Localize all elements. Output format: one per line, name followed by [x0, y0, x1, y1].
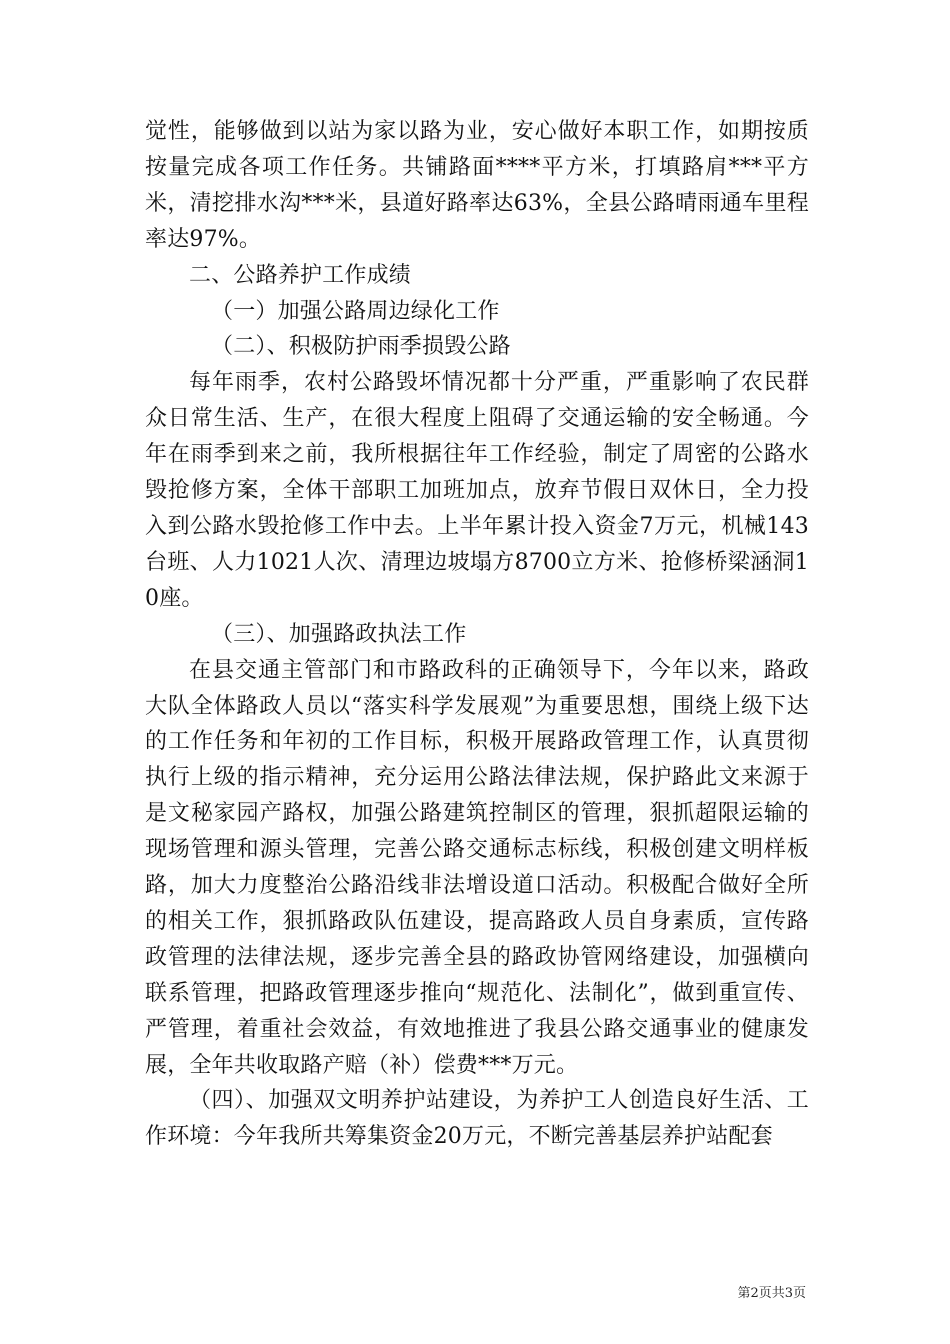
paragraph-rainy-season: 每年雨季，农村公路毁坏情况都十分严重，严重影响了农民群众日常生活、生产，在很大程度上阻碍了交通运输的安全畅通。今年在雨季到来之前，我所根据往年工作经验，制定了周密的公路水毁抢修方案，全体干部职工加班加点，放弃节假日双休日，全力投入到公路水毁抢修工作中去。上半年累计投入资金7万元，机械143台班、人力1021人次、清理边坡塌方8700立方米、抢修桥梁涵洞10座。	[145, 370, 809, 611]
subheading-greening: （一）加强公路周边绿化工作	[211, 298, 500, 324]
subheading-rainy-season: （二）、积极防护雨季损毁公路	[211, 334, 511, 360]
subheading-law-enforcement: （三）、加强路政执法工作	[211, 621, 467, 647]
document-body	[145, 114, 809, 1155]
paragraph-continuation: 觉性，能够做到以站为家以路为业，安心做好本职工作，如期按质按量完成各项工作任务。共铺路面****平方米，打填路肩***平方米，清挖排水沟***米，县道好路率达63%，全县公路晴雨通车里程率达97%。	[145, 119, 809, 252]
section-heading-achievements: 二、公路养护工作成绩	[189, 262, 412, 288]
page-number-footer: 第2页共3页	[737, 1286, 806, 1301]
paragraph-maintenance-station: （四）、加强双文明养护站建设，为养护工人创造良好生活、工作环境：今年我所共筹集资金20万元，不断完善基层养护站配套	[145, 1088, 809, 1150]
paragraph-law-enforcement: 在县交通主管部门和市路政科的正确领导下，今年以来，路政大队全体路政人员以“落实科学发展观”为重要思想，围绕上级下达的工作任务和年初的工作目标，积极开展路政管理工作，认真贯彻执行上级的指示精神，充分运用公路法律法规，保护路此文来源于是文秘家园产路权，加强公路建筑控制区的管理，狠抓超限运输的现场管理和源头管理，完善公路交通标志标线，积极创建文明样板路，加大力度整治公路沿线非法增设道口活动。积极配合做好全所的相关工作，狠抓路政队伍建设，提高路政人员自身素质，宣传路政管理的法律法规，逐步完善全县的路政协管网络建设，加强横向联系管理，把路政管理逐步推向“规范化、法制化”，做到重宣传、严管理，着重社会效益，有效地推进了我县公路交通事业的健康发展，全年共收取路产赔（补）偿费***万元。	[145, 657, 809, 1078]
